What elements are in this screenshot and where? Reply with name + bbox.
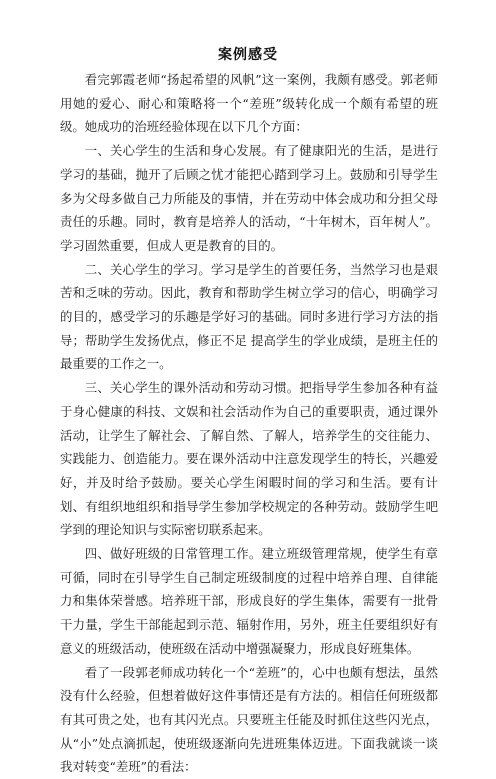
paragraph-conclusion: 看了一段郭老师成功转化一个“差班”的，心中也颇有想法，虽然没有什么经验，但想着做好这件事情还是有方法的。相信任何班级都有其可贵之处，也有其闪光点。只要班主任能及时抓住这些闪光点，从“小”处点滴抓起，使班级逐渐向先进班集体迈进。下面我就谈一谈我对转变“差班”的看法：: [60, 664, 438, 775]
paragraph-point-3: 三、关心学生的课外活动和劳动习惯。把指导学生参加各种有益于身心健康的科技、文娱和社会活动作为自己的重要职责，通过课外活动，让学生了解社会、了解自然、了解人，培养学生的交往能力、实践能力、创造能力。要在课外活动中注意发现学生的特长，兴趣爱好，并及时给予鼓励。要关心学生闲暇时间的学习和生活。要有计划、有组织地组织和指导学生参加学校规定的各种劳动。鼓励学生吧学到的理论知识与实际密切联系起来。: [60, 380, 438, 538]
paragraph-point-4: 四、做好班级的日常管理工作。建立班级管理常规，使学生有章可循，同时在引导学生自己制定班级制度的过程中培养自理、自律能力和集体荣誉感。培养班干部，形成良好的学生集体，需要有一批骨干力量，学生干部能起到示范、辐射作用，另外，班主任要组织好有意义的班级活动，使班级在活动中增强凝聚力，形成良好班集体。: [60, 546, 438, 656]
paragraph-point-1: 一、关心学生的生活和身心发展。有了健康阳光的生活，是进行学习的基础，抛开了后顾之忧才能把心踏到学习上。鼓励和引导学生多为父母多做自己力所能及的事情，并在劳动中体会成功和分担父母责任的乐趣。同时，教育是培养人的活动，“十年树木，百年树人”。学习固然重要，但成人更是教育的目的。: [60, 143, 438, 253]
document-body: [60, 68, 438, 779]
paragraph-point-2: 二、关心学生的学习。学习是学生的首要任务，当然学习也是艰苦和乏味的劳动。因此，教育和帮助学生树立学习的信心，明确学习的目的，感受学习的乐趣是学好习的基础。同时多进行学习方法的指导；帮助学生发扬优点，修正不足 提高学生的学业成绩，是班主任的最重要的工作之一。: [60, 261, 438, 372]
document-title: 案例感受: [218, 47, 278, 63]
paragraph-intro: 看完郭霞老师“扬起希望的风帆”这一案例，我颇有感受。郭老师用她的爱心、耐心和策略将一个“差班”级转化成一个颇有希望的班级。她成功的治班经验体现在以下几个方面：: [60, 72, 438, 135]
